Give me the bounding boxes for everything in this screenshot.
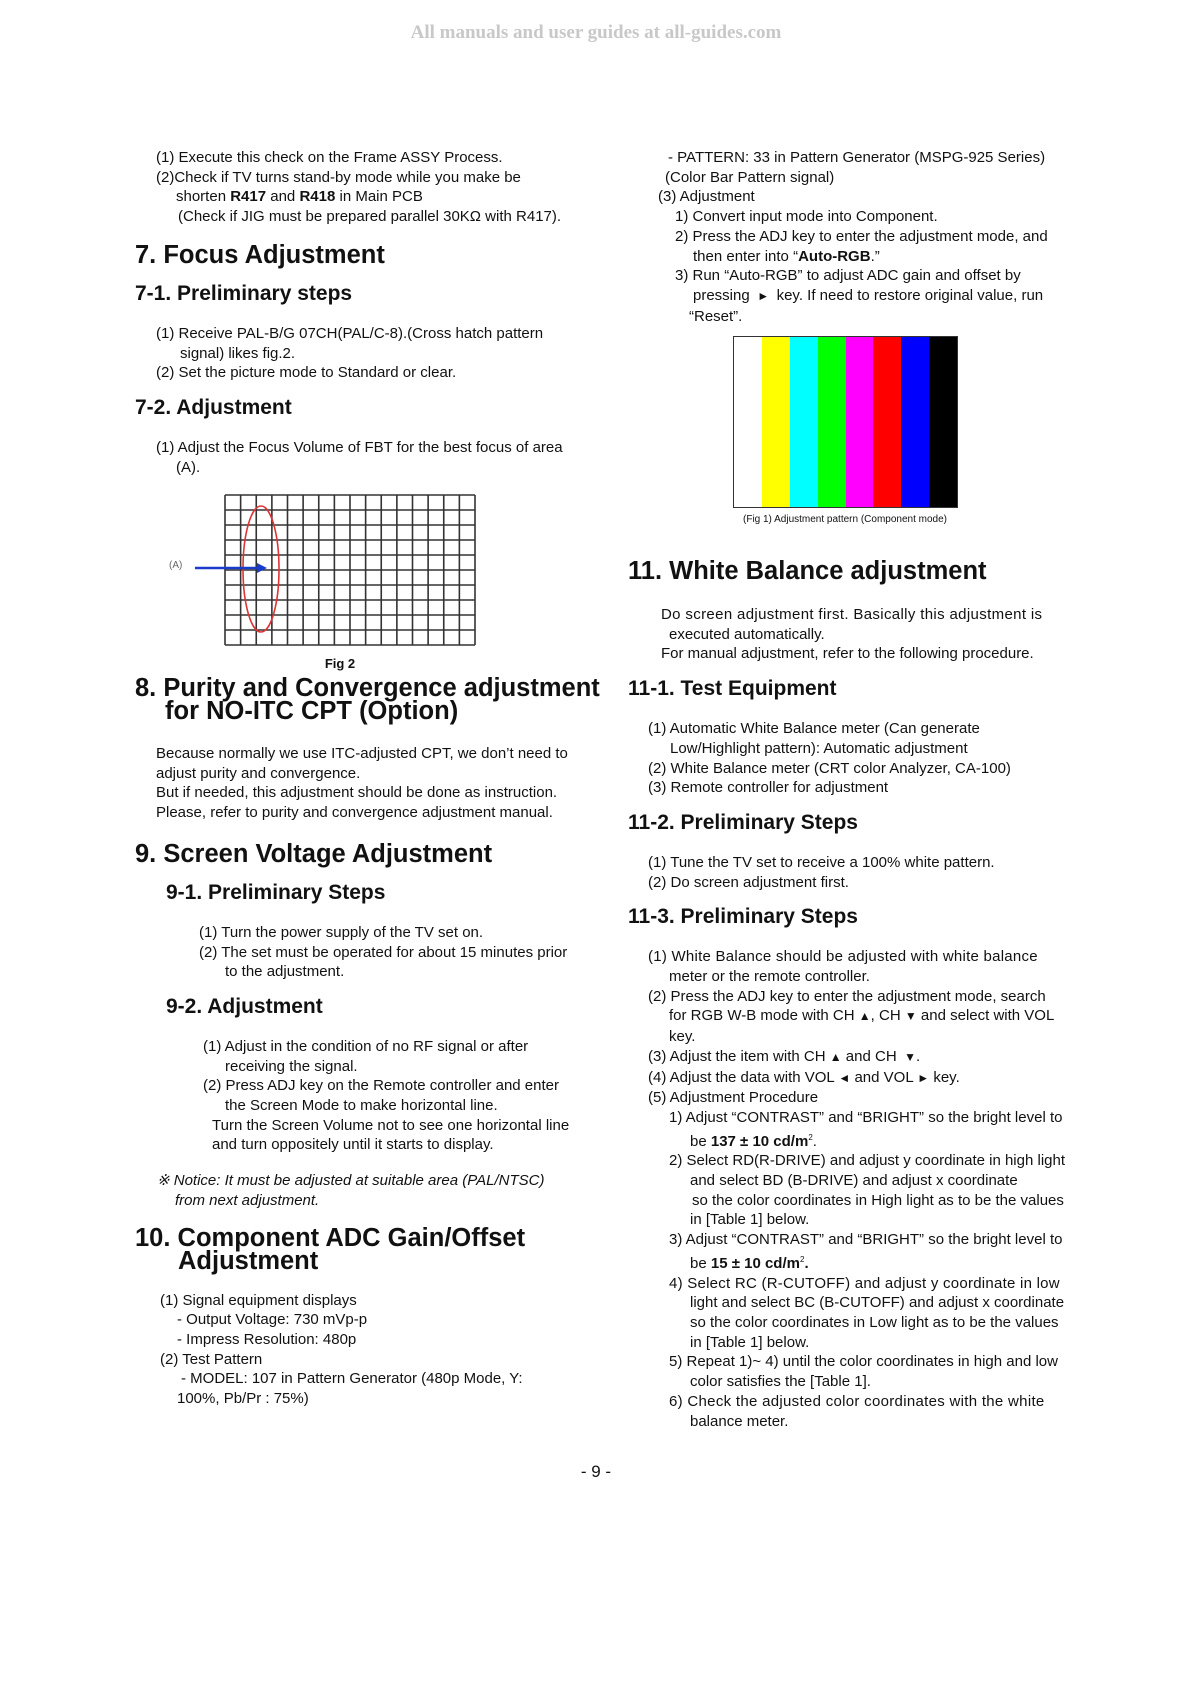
list-item	[693, 286, 1138, 307]
list-item: 4) Select RC (R-CUTOFF) and adjust y coordinate in low	[669, 1274, 1060, 1292]
list-item: (5) Adjustment Procedure	[648, 1089, 819, 1107]
section-10-title-2: Adjustment	[178, 1246, 319, 1275]
list-item: - MODEL: 107 in Pattern Generator (480p Mode, Y:	[181, 1370, 523, 1388]
intro-text: shorten	[176, 188, 227, 206]
text: be	[690, 1254, 707, 1272]
list-item: balance meter.	[690, 1412, 789, 1430]
colorbar-black	[929, 337, 957, 507]
down-triangle-icon: ▼	[904, 1009, 917, 1024]
intro-line-2: (2)Check if TV turns stand-by mode while you make be	[156, 168, 521, 186]
list-item	[648, 1047, 1098, 1068]
list-item: Low/Highlight pattern): Automatic adjustment	[670, 739, 968, 757]
list-item: (3) Remote controller for adjustment	[648, 779, 889, 797]
intro-text: and	[270, 188, 296, 206]
section-7-1-list	[156, 324, 605, 383]
list-item: so the color coordinates in High light as to be the values	[692, 1191, 1064, 1209]
section-11-2-title: 11-2. Preliminary Steps	[628, 810, 858, 834]
section-9-title: 9. Screen Voltage Adjustment	[135, 839, 493, 868]
luminance-value: 15 ± 10 cd/m	[710, 1254, 800, 1272]
superscript: 2	[799, 1254, 805, 1264]
arrow-head-icon	[257, 563, 267, 573]
list-item: (2) Do screen adjustment first.	[648, 873, 849, 891]
list-item: color satisfies the [Table 1].	[690, 1373, 871, 1391]
colorbar-green	[818, 337, 846, 507]
list-item: (1) Automatic White Balance meter (Can generate	[648, 720, 980, 738]
text: then enter into “	[693, 247, 799, 265]
left-column	[135, 148, 605, 477]
adjustment-list	[675, 207, 1138, 326]
colorbar-red	[873, 337, 901, 507]
paragraph-line: For manual adjustment, refer to the following procedure.	[661, 645, 1034, 663]
paragraph-line: Please, refer to purity and convergence adjustment manual.	[156, 804, 553, 822]
paragraph-line: Because normally we use ITC-adjusted CPT, we don’t need to	[156, 745, 568, 762]
fig1-caption: (Fig 1) Adjustment pattern (Component mode)	[743, 514, 947, 525]
notice	[157, 1171, 605, 1210]
section-7-1-title: 7-1. Preliminary steps	[135, 281, 353, 305]
intro-r418: R418	[299, 188, 336, 206]
auto-rgb-label: Auto-RGB	[798, 247, 871, 265]
list-item: 5) Repeat 1)~ 4) until the color coordinates in high and low	[669, 1353, 1058, 1371]
luminance-value: 137 ± 10 cd/m	[710, 1132, 809, 1150]
right-arrow-icon: ►	[917, 1070, 930, 1085]
section-9-2-title: 9-2. Adjustment	[166, 994, 323, 1018]
paragraph-line: adjust purity and convergence.	[156, 764, 361, 782]
list-item: - Impress Resolution: 480p	[177, 1330, 357, 1348]
section-8-text	[156, 744, 605, 823]
list-item: so the color coordinates in Low light as to be the values	[690, 1313, 1059, 1331]
text: and VOL	[854, 1068, 914, 1086]
list-item: 100%, Pb/Pr : 75%)	[177, 1390, 309, 1408]
text: key.	[933, 1068, 960, 1086]
section-9-1-title: 9-1. Preliminary Steps	[166, 880, 386, 904]
list-item: key.	[669, 1028, 696, 1046]
list-item: (1) Adjust in the condition of no RF signal or after	[203, 1037, 529, 1055]
fig2-marker: (A)	[169, 560, 183, 571]
list-item: (1) Signal equipment displays	[160, 1291, 357, 1309]
text: for RGB W-B mode with CH	[669, 1007, 855, 1025]
right-column	[658, 148, 1138, 326]
text: .	[812, 1132, 817, 1150]
list-item	[690, 1250, 1098, 1274]
list-item: (A).	[176, 458, 201, 476]
section-11-intro	[661, 605, 1098, 664]
section-7-2-title: 7-2. Adjustment	[135, 395, 292, 419]
paragraph-line: But if needed, this adjustment should be done as instruction.	[156, 784, 558, 802]
list-item: 3) Run “Auto-RGB” to adjust ADC gain and offset by	[675, 267, 1021, 285]
procedure-list	[669, 1108, 1098, 1431]
list-item: (2) Press ADJ key on the Remote controller and enter	[203, 1077, 560, 1095]
text: .	[804, 1254, 809, 1272]
list-item: the Screen Mode to make horizontal line.	[225, 1097, 498, 1115]
section-11-2-list	[648, 853, 1098, 892]
section-11-1-list	[648, 719, 1098, 798]
intro-line-3	[176, 187, 605, 207]
list-item: (1) White Balance should be adjusted with white balance	[648, 948, 1038, 966]
section-11-title: 11. White Balance adjustment	[628, 557, 987, 585]
fig1-colorbars	[733, 336, 958, 508]
list-item: - Output Voltage: 730 mVp-p	[177, 1311, 368, 1329]
list-item: 3) Adjust “CONTRAST” and “BRIGHT” so the bright level to	[669, 1231, 1063, 1249]
up-triangle-icon: ▲	[829, 1049, 842, 1064]
list-item: “Reset”.	[689, 307, 743, 325]
section-11-3-title: 11-3. Preliminary Steps	[628, 905, 858, 929]
colorbar-white	[734, 337, 762, 507]
text: .	[916, 1047, 921, 1065]
list-item: (2) The set must be operated for about 15 minutes prior	[199, 943, 568, 961]
list-item: in [Table 1] below.	[690, 1333, 810, 1351]
list-item: signal) likes fig.2.	[180, 344, 296, 362]
list-item: meter or the remote controller.	[669, 968, 870, 986]
superscript: 2	[808, 1132, 813, 1142]
section-7-2-list	[156, 438, 605, 477]
text: (3) Adjust the item with CH	[648, 1047, 826, 1065]
section-10-list	[160, 1291, 605, 1409]
list-item: receiving the signal.	[225, 1057, 358, 1075]
section-8-title-2: for NO-ITC CPT (Option)	[165, 697, 459, 725]
list-item: in [Table 1] below.	[690, 1211, 810, 1229]
list-item: (2) White Balance meter (CRT color Analyzer, CA-100)	[648, 759, 1011, 777]
intro-line-4: (Check if JIG must be prepared parallel 30KΩ with R417).	[178, 208, 562, 226]
list-item: (1) Receive PAL-B/G 07CH(PAL/C-8).(Cross hatch pattern	[156, 324, 544, 342]
intro-r417: R417	[230, 188, 267, 206]
list-item: Turn the Screen Volume not to see one horizontal line	[212, 1116, 570, 1134]
list-item: (1) Tune the TV set to receive a 100% white pattern.	[648, 853, 995, 871]
colorbar-yellow	[762, 337, 790, 507]
section-9-1-list	[199, 923, 605, 982]
intro-text: in Main PCB	[339, 188, 423, 206]
list-item: 1) Convert input mode into Component.	[675, 208, 938, 226]
list-item: 2) Select RD(R-DRIVE) and adjust y coordinate in high light	[669, 1152, 1066, 1170]
colorbar-magenta	[846, 337, 874, 507]
list-item: (2) Set the picture mode to Standard or clear.	[156, 364, 457, 382]
intro-block	[156, 148, 605, 227]
section-10-title: 10. Component ADC Gain/Offset	[135, 1223, 526, 1252]
text: (4) Adjust the data with VOL	[648, 1068, 835, 1086]
crosshatch-grid	[165, 485, 485, 655]
pattern-line: (Color Bar Pattern signal)	[665, 168, 835, 186]
section-8-title: 8. Purity and Convergence adjustment	[135, 674, 600, 702]
section-11-1-title: 11-1. Test Equipment	[628, 677, 837, 701]
intro-line-1: (1) Execute this check on the Frame ASSY Process.	[156, 149, 503, 166]
text: .”	[870, 247, 880, 265]
pattern-line: - PATTERN: 33 in Pattern Generator (MSPG-925 Series)	[668, 149, 1046, 166]
notice-line: ※ Notice: It must be adjusted at suitable area (PAL/NTSC)	[157, 1172, 545, 1190]
fig2-caption: Fig 2	[324, 656, 356, 671]
left-column-lower	[135, 674, 605, 1409]
paragraph-line: Do screen adjustment first. Basically this adjustment is	[661, 606, 1043, 623]
text: and select with VOL	[920, 1007, 1055, 1025]
section-7-title: 7. Focus Adjustment	[135, 240, 385, 269]
up-triangle-icon: ▲	[858, 1009, 871, 1024]
colorbar-cyan	[790, 337, 818, 507]
page-number: - 9 -	[580, 1462, 612, 1481]
adjustment-heading: (3) Adjustment	[658, 188, 755, 206]
list-item	[693, 247, 1138, 267]
list-item: and select BD (B-DRIVE) and adjust x coordinate	[690, 1172, 1018, 1190]
text: and CH	[845, 1047, 897, 1065]
text: pressing	[693, 286, 750, 304]
watermark: All manuals and user guides at all-guides.com	[410, 22, 782, 43]
list-item	[690, 1128, 1098, 1152]
paragraph-line: executed automatically.	[669, 625, 825, 643]
list-item	[648, 1068, 1098, 1089]
notice-line: from next adjustment.	[175, 1191, 320, 1209]
text: key. If need to restore original value, run	[776, 286, 1044, 304]
list-item: (2) Press the ADJ key to enter the adjustment mode, search	[648, 987, 1046, 1005]
list-item: (1) Turn the power supply of the TV set on.	[199, 923, 484, 941]
list-item: 2) Press the ADJ key to enter the adjustment mode, and	[675, 227, 1048, 245]
right-column-lower	[628, 557, 1098, 1431]
list-item: (2) Test Pattern	[160, 1350, 263, 1368]
list-item: light and select BC (B-CUTOFF) and adjust x coordinate	[690, 1294, 1065, 1312]
list-item: 6) Check the adjusted color coordinates with the white	[669, 1392, 1045, 1410]
colorbar-blue	[901, 337, 929, 507]
list-item: 1) Adjust “CONTRAST” and “BRIGHT” so the bright level to	[669, 1108, 1063, 1126]
list-item: to the adjustment.	[225, 963, 345, 981]
fig2-crosshatch	[165, 485, 485, 655]
down-triangle-icon: ▼	[900, 1049, 917, 1064]
list-item: (1) Adjust the Focus Volume of FBT for the best focus of area	[156, 438, 563, 456]
text: be	[690, 1132, 707, 1150]
section-11-3-list	[648, 947, 1098, 1431]
text: , CH	[870, 1007, 901, 1025]
right-arrow-icon: ►	[753, 288, 773, 303]
list-item: and turn oppositely until it starts to display.	[212, 1136, 494, 1154]
list-item	[669, 1006, 1098, 1027]
left-arrow-icon: ◄	[838, 1070, 851, 1085]
section-9-2-list	[203, 1037, 605, 1155]
